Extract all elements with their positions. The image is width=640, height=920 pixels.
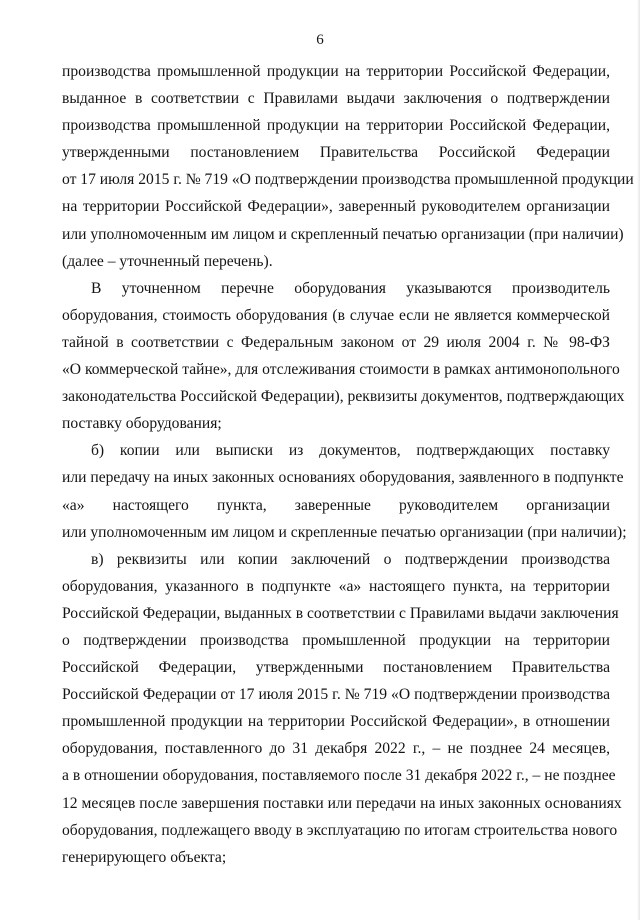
text-line: законодательства Российской Федерации), реквизиты документов, подтверждающих [62, 388, 625, 406]
text-line: оборудования, поставленного до 31 декабря 2022 г., – не позднее 24 месяцев, [62, 740, 610, 758]
text-line: утвержденными постановлением Правительства Российской Федерации [62, 144, 610, 162]
text-line: «О коммерческой тайне», для отслеживания стоимости в рамках антимонопольного [62, 361, 620, 379]
text-line: на территории Российской Федерации», заверенный руководителем организации [62, 198, 610, 216]
text-line: производства промышленной продукции на территории Российской Федерации, [62, 63, 610, 80]
text-line: Российской Федерации, выданных в соответствии с Правилами выдачи заключения [62, 604, 619, 622]
text-line: или уполномоченным им лицом и скрепленный печатью организации (при наличии) [62, 225, 624, 243]
text-line: тайной в соответствии с Федеральным законом от 29 июля 2004 г. № 98-ФЗ [62, 333, 610, 351]
text-line: выданное в соответствии с Правилами выдачи заключения о подтверждении [62, 90, 610, 108]
text-line: оборудования, подлежащего вводу в эксплуатацию по итогам строительства нового [62, 821, 618, 839]
text-line: Российской Федерации от 17 июля 2015 г. № 719 «О подтверждении производства [62, 686, 610, 704]
document-body [62, 58, 634, 871]
text-line: оборудования, стоимость оборудования (в случае если не является коммерческой [62, 306, 610, 324]
text-line: или передачу на иных законных основаниях оборудования, заявленного в подпункте [62, 469, 624, 487]
text-line: «а» настоящего пункта, заверенные руководителем организации [62, 496, 610, 514]
text-line: генерирующего объекта; [62, 848, 227, 866]
text-line: о подтверждении производства промышленной продукции на территории [62, 631, 610, 649]
paragraph-first-line: в) реквизиты или копии заключений о подтверждении производства [91, 550, 610, 568]
text-line: или уполномоченным им лицом и скрепленные печатью организации (при наличии); [62, 523, 627, 541]
paragraph-first-line: б) копии или выписки из документов, подтверждающих поставку [91, 442, 610, 460]
paragraph-first-line: В уточненном перечне оборудования указываются производитель [91, 279, 610, 297]
text-line: Российской Федерации, утвержденными постановлением Правительства [62, 659, 610, 677]
text-line: 12 месяцев после завершения поставки или передачи на иных законных основаниях [62, 794, 622, 812]
text-line: производства промышленной продукции на территории Российской Федерации, [62, 117, 610, 135]
text-line: от 17 июля 2015 г. № 719 «О подтверждении производства промышленной продукции [62, 171, 634, 189]
text-line: поставку оборудования; [62, 415, 222, 433]
text-line: промышленной продукции на территории Российской Федерации», в отношении [62, 713, 610, 731]
text-line: оборудования, указанного в подпункте «а» настоящего пункта, на территории [62, 577, 610, 595]
text-line: (далее – уточненный перечень). [62, 252, 273, 270]
page-number: 6 [316, 32, 324, 48]
text-line: а в отношении оборудования, поставляемого после 31 декабря 2022 г., – не позднее [62, 767, 616, 785]
